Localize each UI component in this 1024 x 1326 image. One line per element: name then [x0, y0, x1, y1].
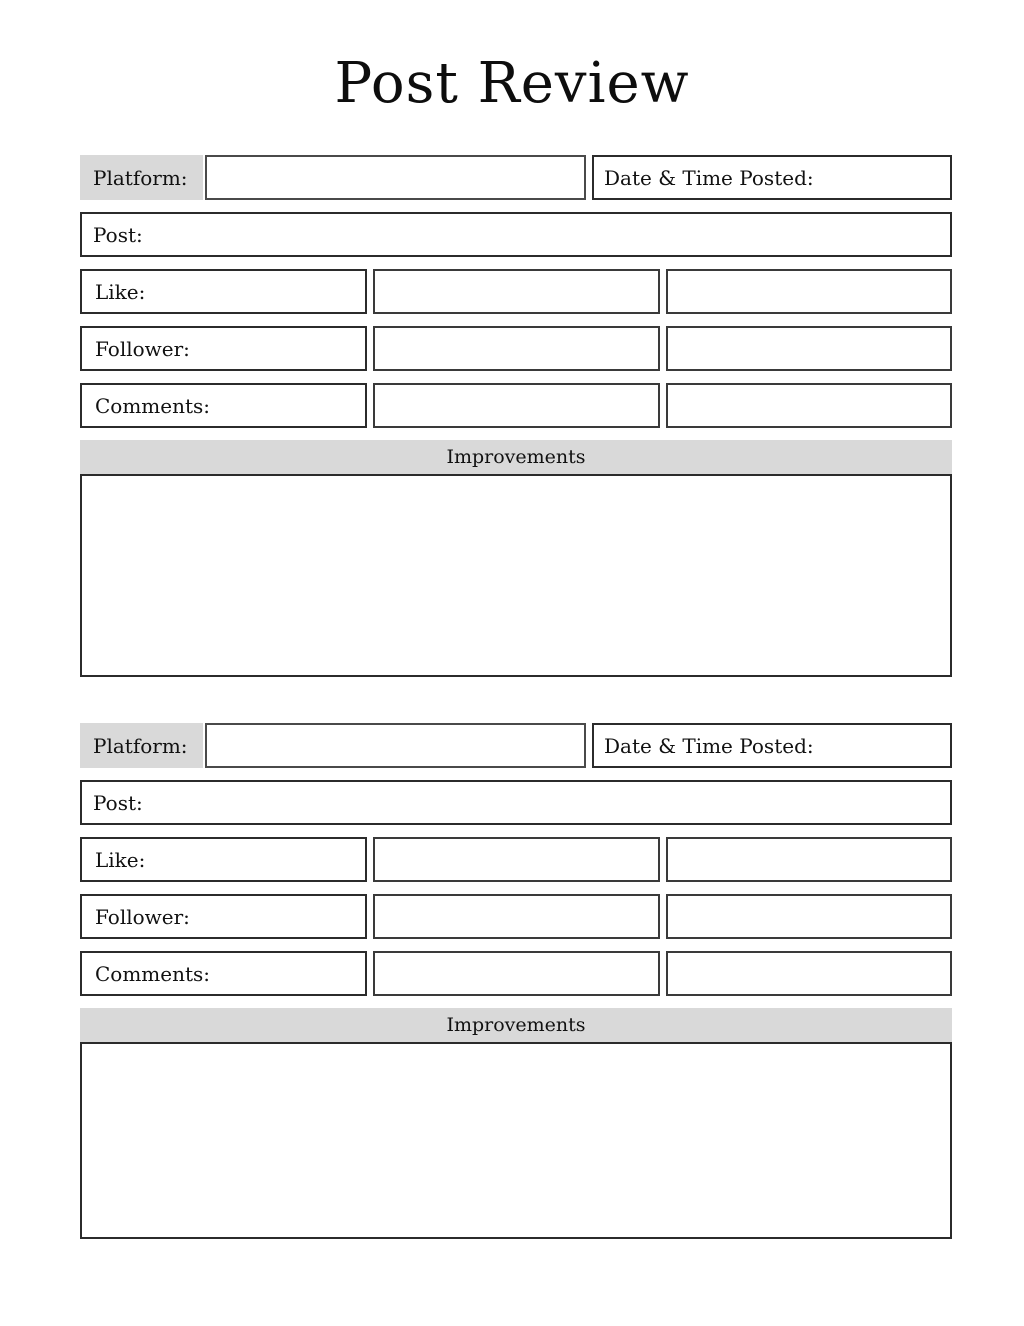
- like-label: Like:: [95, 279, 146, 304]
- comments-value-1-input[interactable]: [373, 951, 660, 996]
- comments-value-2-input[interactable]: [666, 383, 953, 428]
- platform-row: [80, 155, 952, 200]
- follower-row: [80, 894, 952, 939]
- post-review-entry-1: [80, 155, 952, 677]
- post-row: [80, 780, 952, 825]
- like-label-cell: [80, 269, 367, 314]
- date-time-posted-label: Date & Time Posted:: [604, 165, 814, 190]
- post-review-entry-2: [80, 723, 952, 1239]
- like-value-2-input[interactable]: [666, 269, 953, 314]
- post-label: Post:: [93, 790, 143, 815]
- platform-input[interactable]: [205, 723, 586, 768]
- follower-value-2-input[interactable]: [666, 326, 953, 371]
- comments-row: [80, 951, 952, 996]
- follower-row: [80, 326, 952, 371]
- post-row: [80, 212, 952, 257]
- like-row: [80, 837, 952, 882]
- post-label: Post:: [93, 222, 143, 247]
- follower-label: Follower:: [95, 336, 190, 361]
- like-value-1-input[interactable]: [373, 837, 660, 882]
- page-title: Post Review: [334, 51, 690, 116]
- comments-label: Comments:: [95, 961, 211, 986]
- platform-input[interactable]: [205, 155, 586, 200]
- comments-value-2-input[interactable]: [666, 951, 953, 996]
- follower-label-cell: [80, 894, 367, 939]
- follower-value-1-input[interactable]: [373, 894, 660, 939]
- post-field[interactable]: [80, 212, 952, 257]
- like-label: Like:: [95, 847, 146, 872]
- platform-label: Platform:: [80, 723, 203, 768]
- improvements-header: Improvements: [80, 1008, 952, 1042]
- date-time-posted-label: Date & Time Posted:: [604, 733, 814, 758]
- follower-value-2-input[interactable]: [666, 894, 953, 939]
- like-value-2-input[interactable]: [666, 837, 953, 882]
- comments-value-1-input[interactable]: [373, 383, 660, 428]
- date-time-posted-field[interactable]: [592, 723, 952, 768]
- comments-label-cell: [80, 383, 367, 428]
- comments-label-cell: [80, 951, 367, 996]
- platform-label: Platform:: [80, 155, 203, 200]
- follower-value-1-input[interactable]: [373, 326, 660, 371]
- comments-row: [80, 383, 952, 428]
- like-label-cell: [80, 837, 367, 882]
- improvements-header: Improvements: [80, 440, 952, 474]
- follower-label: Follower:: [95, 904, 190, 929]
- improvements-textarea[interactable]: [80, 474, 952, 677]
- improvements-textarea[interactable]: [80, 1042, 952, 1239]
- follower-label-cell: [80, 326, 367, 371]
- post-field[interactable]: [80, 780, 952, 825]
- comments-label: Comments:: [95, 393, 211, 418]
- like-row: [80, 269, 952, 314]
- platform-row: [80, 723, 952, 768]
- like-value-1-input[interactable]: [373, 269, 660, 314]
- date-time-posted-field[interactable]: [592, 155, 952, 200]
